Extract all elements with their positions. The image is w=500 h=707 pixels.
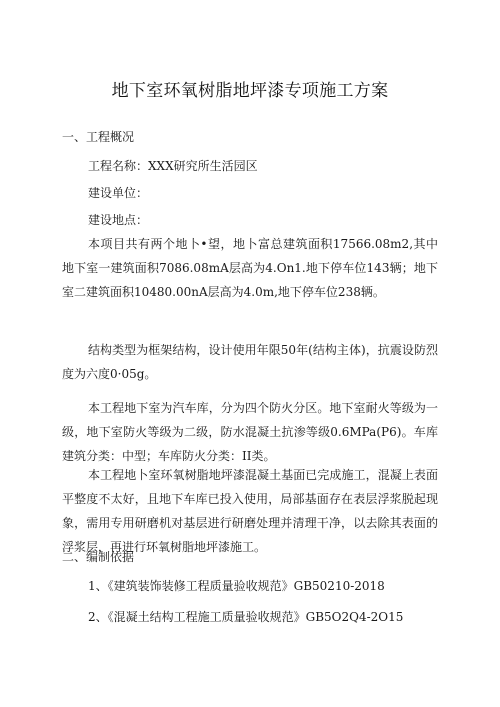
section-heading-overview: 一、工程概况 — [62, 130, 135, 144]
basis-item: 1、《建筑装饰装修工程质量验收规范》GB50210-2018 — [88, 579, 385, 593]
paragraph-structure: 结构类型为框架结构，设计使用年限50年(结构主体)，抗震设防烈度为六度0·05g。 — [62, 343, 438, 381]
paragraph-floor-base: 本工程地卜室环氧树脂地坪漆混凝土基面已完成施工，混凝上表面平整度不太好，且地下车库已投入使用，局部基面存在表层浮浆脱起现象，需用专用研磨机对基层进行研磨处理并清理干净，以去除其表面的浮浆层，再进行环氧树脂地坪漆施工。 — [62, 468, 438, 554]
project-name-line: 工程名称：XXX研究所生活园区 — [88, 159, 258, 173]
paragraph-fire-zones: 本工程地下室为汽车库，分为四个防火分区。地下室耐火等级为一级，地下室防火等级为二级，防水混凝土抗渗等级0.6MPa(P6)。车库建筑分类：中型；车库防火分类：II类。 — [62, 401, 438, 463]
document-title: 地下室环氧树脂地坪漆专项施工方案 — [111, 81, 389, 101]
paragraph-building-area: 本项目共有两个地卜•望，地卜富总建筑面积17566.08m2,其中地下室一建筑面积7086.08mA层高为4.On1.地下停车位143辆；地下室二建筑面积10480.00nA层高为4.0m,地下停车位238辆。 — [62, 237, 438, 299]
location-line: 建设地点： — [88, 213, 149, 227]
builder-line: 建设单位： — [88, 186, 149, 200]
section-heading-basis: 二、编制依据 — [62, 550, 135, 564]
basis-item: 2、《混凝土结构工程施工质量验收规范》GB5O2Q4-2O15 — [88, 610, 404, 624]
